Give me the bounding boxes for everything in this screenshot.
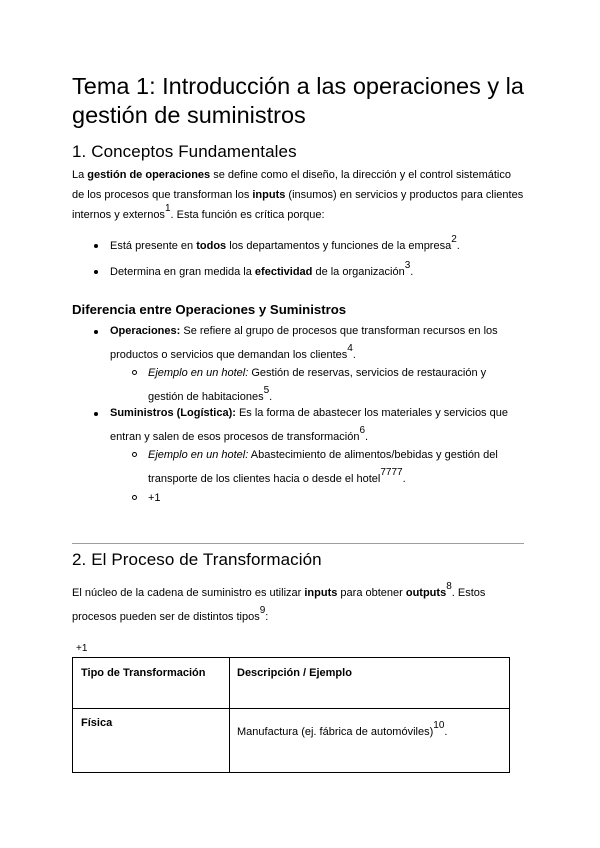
subsection-heading: Diferencia entre Operaciones y Suministros <box>72 302 347 317</box>
section-2-heading: 2. El Proceso de Transformación <box>72 550 322 569</box>
bullet-dot <box>94 330 98 334</box>
section-1-heading: 1. Conceptos Fundamentales <box>72 142 297 161</box>
operaciones-item: Operaciones: Se refiere al grupo de procesos que transforman recursos en los productos o servicios que demandan los clientes$^4$. <box>110 325 498 361</box>
section-1-intro: La gestión de operaciones se define como el diseño, la dirección y el control sistemático de los procesos que transforman los inputs (insumos) en servicios y productos para clientes internos y externos$^1$. Esta función es crítica porque: <box>72 169 524 221</box>
bullet-item: Está presente en todos los departamentos y funciones de la empresa$^2$. <box>110 234 460 252</box>
table-row-divider <box>73 708 509 709</box>
table-header-cell: Descripción / Ejemplo <box>237 667 352 679</box>
table-note: +1 <box>76 643 88 654</box>
suministros-extra: +1 <box>148 492 161 504</box>
page-title: Tema 1: Introducción a las operaciones y la gestión de suministros <box>72 73 524 128</box>
sub-bullet-ring <box>132 370 137 375</box>
section-divider <box>72 543 524 544</box>
bullet-item: Determina en gran medida la efectividad de la organización$^3$. <box>110 260 414 278</box>
transformation-table <box>72 657 510 773</box>
table-cell-type: Física <box>81 717 113 729</box>
table-header-cell: Tipo de Transformación <box>81 667 206 679</box>
bullet-dot <box>94 412 98 416</box>
table-cell-desc: Manufactura (ej. fábrica de automóviles)$^{10}$. <box>237 720 448 738</box>
bullet-dot <box>94 270 98 274</box>
operaciones-example: Ejemplo en un hotel: Gestión de reservas, servicios de restauración y gestión de habitaciones$^5$. <box>148 367 487 403</box>
bullet-dot <box>94 244 98 248</box>
table-column-divider <box>229 658 230 772</box>
suministros-item: Suministros (Logística): Es la forma de abastecer los materiales y servicios que entran y salen de esos procesos de transformación$^6$. <box>110 407 508 443</box>
sub-bullet-ring <box>132 495 137 500</box>
sub-bullet-ring <box>132 452 137 457</box>
suministros-example: Ejemplo en un hotel: Abastecimiento de alimentos/bebidas y gestión del transporte de los clientes hacia o desde el hotel$^{7777}$. <box>148 449 498 485</box>
section-2-intro: El núcleo de la cadena de suministro es utilizar inputs para obtener outputs$^8$. Estos procesos pueden ser de distintos tipos$^9$: <box>72 581 486 623</box>
